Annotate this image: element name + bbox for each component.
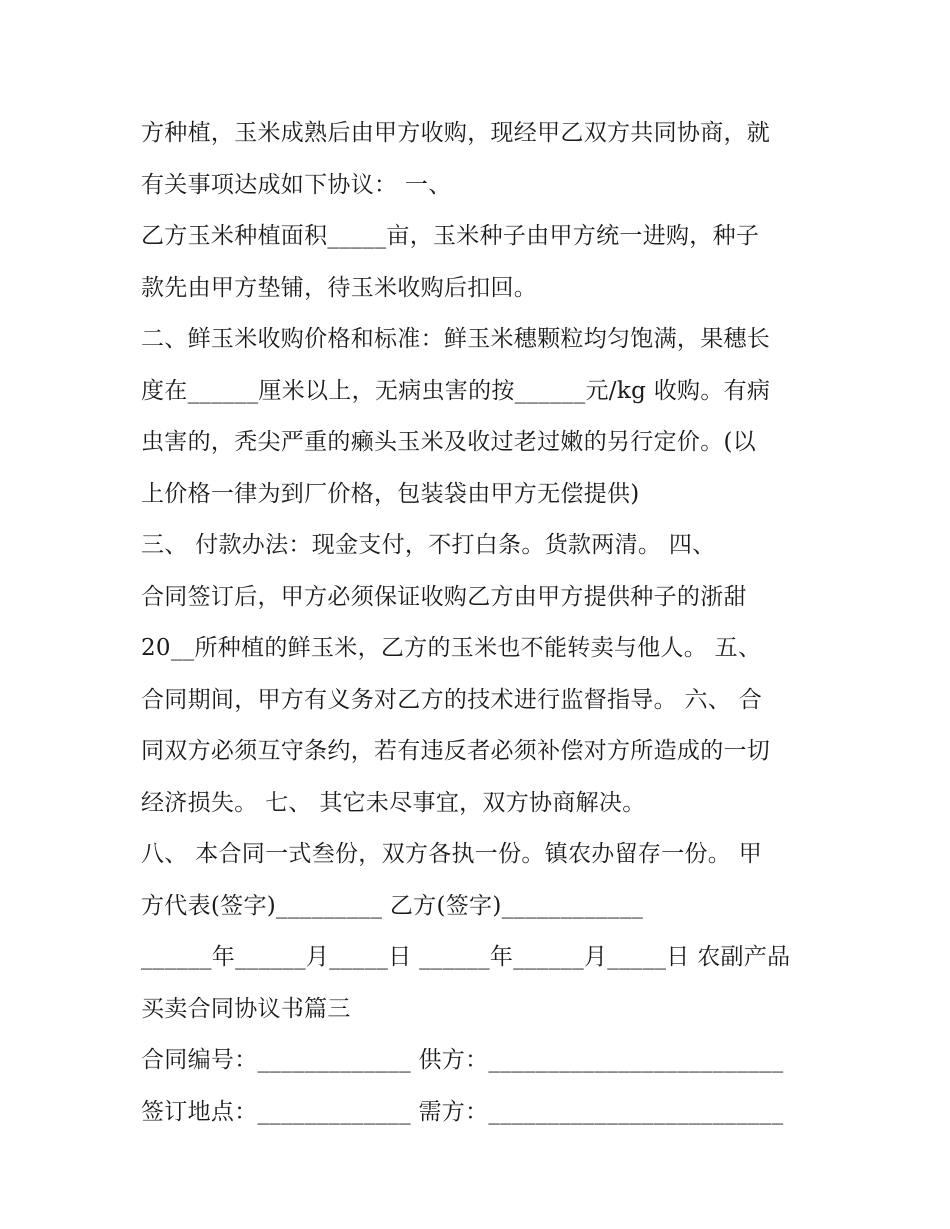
text-line-13: 同双方必须互守条约，若有违反者必须补偿对方所造成的一切: [141, 738, 771, 764]
contract-text-body: [141, 108, 821, 1138]
text-line-6: 度在______厘米以上，无病虫害的按______元/kg 收购。有病: [141, 377, 771, 404]
text-line-8: 上价格一律为到厂价格，包装袋由甲方无偿提供): [141, 480, 640, 507]
date-line: ______年______月_____日 ______年______月_____日 农副产品: [141, 944, 791, 970]
text-line-15: 八、 本合同一式叁份，双方各执一份。镇农办留存一份。 甲: [141, 841, 763, 867]
section-title: 买卖合同协议书篇三: [141, 995, 351, 1022]
text-line-12: 合同期间，甲方有义务对乙方的技术进行监督指导。 六、 合: [141, 686, 763, 713]
contract-number-supplier-line: 合同编号：_____________ 供方：_________________________: [141, 1047, 784, 1073]
signature-line: 方代表(签字)_________ 乙方(签字)____________: [141, 892, 644, 919]
text-line-11: 20__所种植的鲜玉米，乙方的玉米也不能转卖与他人。 五、: [141, 635, 762, 661]
text-line-2: 有关事项达成如下协议： 一、: [141, 171, 452, 198]
text-line-10: 合同签订后，甲方必须保证收购乙方由甲方提供种子的浙甜: [141, 583, 747, 610]
text-line-7: 虫害的，秃尖严重的癞头玉米及收过老过嫩的另行定价。(以: [141, 429, 757, 455]
text-line-3: 乙方玉米种植面积_____亩，玉米种子由甲方统一进购，种子: [141, 223, 760, 249]
text-line-4: 款先由甲方垫铺，待玉米收购后扣回。: [141, 274, 538, 301]
signing-place-buyer-line: 签订地点：_____________ 需方：_________________________: [141, 1098, 784, 1125]
text-line-9: 三、 付款办法：现金支付，不打白条。货款两清。 四、: [141, 532, 716, 558]
text-line-5: 二、鲜玉米收购价格和标准：鲜玉米穗颗粒均匀饱满，果穗长: [141, 326, 771, 352]
text-line-14: 经济损失。 七、 其它未尽事宜，双方协商解决。: [141, 789, 646, 816]
text-line-1: 方种植，玉米成熟后由甲方收购，现经甲乙双方共同协商，就: [141, 120, 771, 146]
